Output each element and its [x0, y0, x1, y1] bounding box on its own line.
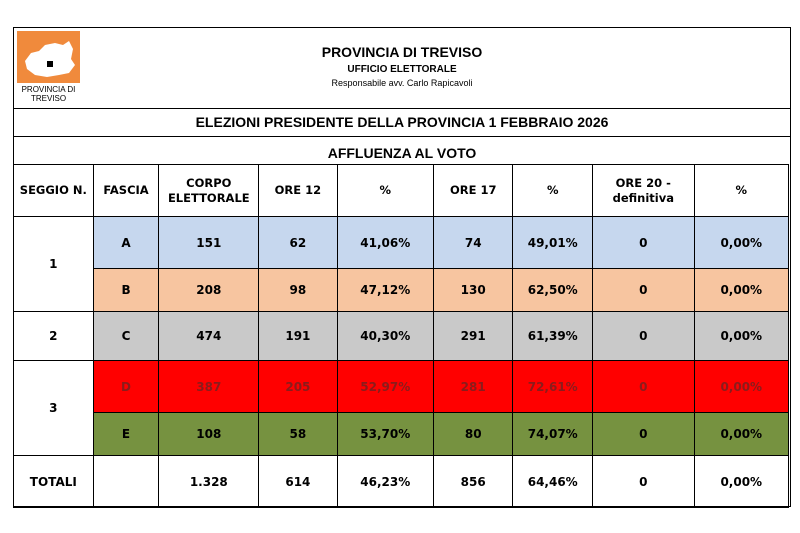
col-seggio: SEGGIO N.	[14, 165, 94, 217]
fascia-cell: D	[93, 361, 159, 413]
ore12-cell: 191	[259, 312, 337, 361]
ore17-cell: 281	[434, 361, 513, 413]
header-subtitle: UFFICIO ELETTORALE	[347, 64, 457, 75]
ore17-cell: 130	[434, 269, 513, 312]
col-pct17: %	[513, 165, 593, 217]
table-row	[14, 361, 789, 413]
col-ore20: ORE 20 - definitiva	[593, 165, 695, 217]
ore17-cell: 80	[434, 413, 513, 456]
table-row	[14, 217, 789, 269]
fascia-cell: A	[93, 217, 159, 269]
pct12-cell: 53,70%	[337, 413, 433, 456]
fascia-cell: E	[93, 413, 159, 456]
ore20-cell: 0	[593, 413, 695, 456]
totals-ore20-cell: 0	[593, 456, 695, 508]
table-row	[14, 269, 789, 312]
pct17-cell: 62,50%	[513, 269, 593, 312]
pct12-cell: 47,12%	[337, 269, 433, 312]
seggio-cell: 2	[14, 312, 94, 361]
logo-text: PROVINCIA DI TREVISO	[21, 85, 76, 103]
corpo-cell: 208	[159, 269, 259, 312]
totals-fascia-cell	[93, 456, 159, 508]
pct20-cell: 0,00%	[694, 413, 788, 456]
ore20-cell: 0	[593, 269, 695, 312]
pct17-cell: 61,39%	[513, 312, 593, 361]
totals-ore17-cell: 856	[434, 456, 513, 508]
pct17-cell: 72,61%	[513, 361, 593, 413]
ore12-cell: 98	[259, 269, 337, 312]
document-frame	[13, 27, 791, 507]
ore12-cell: 62	[259, 217, 337, 269]
pct12-cell: 40,30%	[337, 312, 433, 361]
col-pct12: %	[337, 165, 433, 217]
fascia-cell: C	[93, 312, 159, 361]
corpo-cell: 387	[159, 361, 259, 413]
pct12-cell: 52,97%	[337, 361, 433, 413]
header-title: PROVINCIA DI TREVISO	[321, 44, 483, 60]
corpo-cell: 474	[159, 312, 259, 361]
col-corpo: CORPO ELETTORALE	[159, 165, 259, 217]
ore12-cell: 58	[259, 413, 337, 456]
pct17-cell: 49,01%	[513, 217, 593, 269]
pct17-cell: 74,07%	[513, 413, 593, 456]
corpo-cell: 108	[159, 413, 259, 456]
election-title: ELEZIONI PRESIDENTE DELLA PROVINCIA 1 FEBBRAIO 2026	[14, 108, 790, 137]
ore17-cell: 74	[434, 217, 513, 269]
seggio-cell: 3	[14, 361, 94, 456]
fascia-cell: B	[93, 269, 159, 312]
header-responsible: Responsabile avv. Carlo Rapicavoli	[331, 78, 473, 88]
totals-pct17-cell: 64,46%	[513, 456, 593, 508]
pct20-cell: 0,00%	[694, 269, 788, 312]
header	[14, 28, 790, 109]
pct20-cell: 0,00%	[694, 361, 788, 413]
col-fascia: FASCIA	[93, 165, 159, 217]
totals-ore12-cell: 614	[259, 456, 337, 508]
turnout-table	[13, 164, 789, 508]
ore12-cell: 205	[259, 361, 337, 413]
table-row	[14, 312, 789, 361]
table-header-row	[14, 165, 789, 217]
section-title: AFFLUENZA AL VOTO	[327, 145, 477, 161]
ore20-cell: 0	[593, 217, 695, 269]
pct20-cell: 0,00%	[694, 217, 788, 269]
seggio-cell: 1	[14, 217, 94, 312]
col-ore12: ORE 12	[259, 165, 337, 217]
col-ore17: ORE 17	[434, 165, 513, 217]
totals-corpo-cell: 1.328	[159, 456, 259, 508]
table-row	[14, 413, 789, 456]
totals-label: TOTALI	[14, 456, 94, 508]
totals-row	[14, 456, 789, 508]
pct12-cell: 41,06%	[337, 217, 433, 269]
col-pct20: %	[694, 165, 788, 217]
pct20-cell: 0,00%	[694, 312, 788, 361]
ore20-cell: 0	[593, 312, 695, 361]
corpo-cell: 151	[159, 217, 259, 269]
totals-pct20-cell: 0,00%	[694, 456, 788, 508]
ore17-cell: 291	[434, 312, 513, 361]
totals-pct12-cell: 46,23%	[337, 456, 433, 508]
ore20-cell: 0	[593, 361, 695, 413]
